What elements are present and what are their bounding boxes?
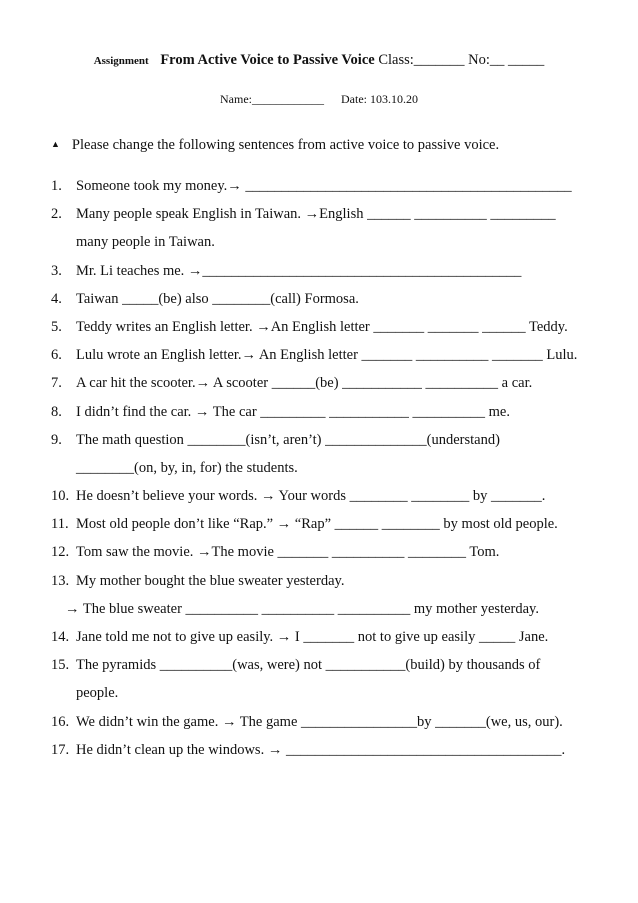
exercise-item [51,514,611,542]
item-number: 3. [51,262,62,279]
item-number: 2. [51,206,62,223]
worksheet-header [0,52,638,69]
exercise-item [51,542,611,570]
exercise-item [51,204,611,232]
exercise-list [51,176,611,768]
exercise-item-continuation [51,599,611,627]
assignment-label: Assignment [93,55,149,67]
exercise-item [51,289,611,317]
exercise-item [51,486,611,514]
item-number: 11. [51,516,69,533]
date-label: Date: 103.10.20 [341,92,418,106]
item-text: A car hit the scooter.→ A scooter ______(be) ___________ __________ a car. [76,375,533,392]
exercise-item [51,740,611,768]
item-text: ________(on, by, in, for) the students. [76,459,298,476]
item-number: 15. [51,657,70,674]
exercise-item [51,655,611,683]
item-text: Many people speak English in Taiwan. →English ______ __________ _________ [76,206,556,223]
item-text: I didn’t find the car. → The car _________ ___________ __________ me. [76,403,510,420]
item-text: → The blue sweater __________ __________ __________ my mother yesterday. [65,600,539,617]
exercise-item-continuation [51,232,611,260]
name-field: Name:____________ [220,92,324,106]
item-text: Jane told me not to give up easily. → I _______ not to give up easily _____ Jane. [76,629,549,645]
item-number: 6. [51,347,62,364]
exercise-item-continuation [51,458,611,486]
item-number: 1. [51,178,62,194]
item-text: The pyramids __________(was, were) not ___________(build) by thousands of [76,657,541,674]
exercise-item-continuation [51,683,611,711]
exercise-item [51,402,611,430]
item-number: 5. [51,318,62,335]
exercise-item [51,373,611,401]
exercise-item [51,261,611,289]
item-text: Mr. Li teaches me. →____________________________________________ [76,262,522,279]
item-number: 8. [51,403,62,420]
worksheet-subheader [0,92,638,107]
item-text: Most old people don’t like “Rap.” → “Rap” ______ ________ by most old people. [76,516,558,533]
item-text: Lulu wrote an English letter.→ An English letter _______ __________ _______ Lulu. [76,347,578,364]
instruction-text: Please change the following sentences from active voice to passive voice. [71,137,500,153]
item-number: 9. [51,431,62,448]
exercise-item [51,627,611,655]
item-number: 12. [51,544,70,561]
item-number: 13. [51,572,70,589]
triangle-bullet-icon: ▲ [51,139,60,149]
exercise-item [51,317,611,345]
item-number: 10. [51,488,70,505]
exercise-item [51,345,611,373]
class-number-fields: Class:_______ No:__ _____ [378,52,545,68]
item-text: The math question ________(isn’t, aren’t) ______________(understand) [76,431,500,448]
exercise-item [51,571,611,599]
item-text: He doesn’t believe your words. → Your words ________ ________ by _______. [76,488,546,505]
instruction [51,137,499,154]
exercise-item [51,176,611,204]
exercise-item [51,430,611,458]
item-number: 7. [51,375,62,392]
item-text: people. [76,685,119,702]
item-number: 16. [51,713,70,730]
item-text: Someone took my money.→ _____________________________________________ [76,178,572,194]
item-number: 14. [51,629,70,645]
worksheet-title: From Active Voice to Passive Voice [160,52,375,68]
exercise-item [51,712,611,740]
item-text: Tom saw the movie. →The movie _______ __________ ________ Tom. [76,544,500,561]
item-text: many people in Taiwan. [76,234,215,251]
item-number: 4. [51,290,62,307]
item-number: 17. [51,741,70,758]
item-text: He didn’t clean up the windows. → ______________________________________. [76,741,566,758]
item-text: My mother bought the blue sweater yesterday. [76,572,345,589]
item-text: Teddy writes an English letter. →An English letter _______ _______ ______ Teddy. [76,318,568,335]
item-text: Taiwan _____(be) also ________(call) Formosa. [76,290,359,307]
item-text: We didn’t win the game. → The game ________________by _______(we, us, our). [76,713,563,730]
